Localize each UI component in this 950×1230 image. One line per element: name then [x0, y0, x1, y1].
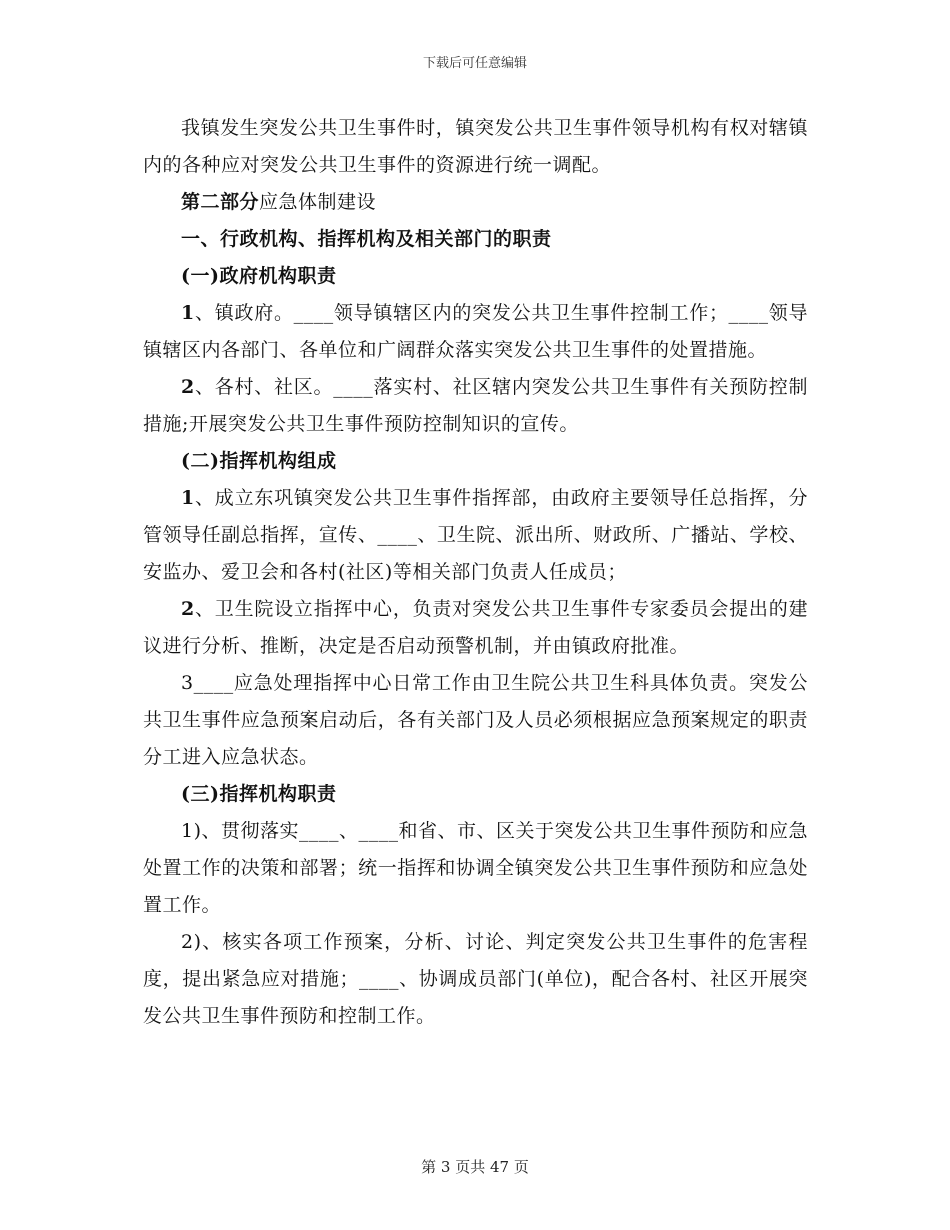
heading-command-duties: (三)指挥机构职责 [181, 783, 337, 805]
paragraph-daily-work: 3____应急处理指挥中心日常工作由卫生院公共卫生科具体负责。突发公共卫生事件应急预案启动后，各有关部门及人员必须根据应急预案规定的职责分工进入应急状态。 [143, 672, 808, 768]
item-text: 、各村、社区。____落实村、社区辖内突发公共卫生事件有关预防控制措施;开展突发公共卫生事件预防控制知识的宣传。 [143, 376, 808, 435]
heading-command-structure: (二)指挥机构组成 [181, 450, 337, 472]
item-number: 2 [181, 598, 195, 620]
paragraph-villages-communities [143, 369, 808, 443]
heading-government-duties: (一)政府机构职责 [181, 265, 337, 287]
part-two-label: 第二部分 [181, 191, 260, 213]
section-part-two [143, 184, 808, 221]
document-body [143, 110, 808, 1035]
paragraph-duty-2: 2)、核实各项工作预案，分析、讨论、判定突发公共卫生事件的危害程度，提出紧急应对措施；____、协调成员部门(单位)，配合各村、社区开展突发公共卫生事件预防和控制工作。 [143, 931, 808, 1027]
item-text: 、镇政府。____领导镇辖区内的突发公共卫生事件控制工作；____领导镇辖区内各部门、各单位和广阔群众落实突发公共卫生事件的处置措施。 [143, 302, 808, 361]
item-number: 1 [181, 487, 195, 509]
item-text: 、卫生院设立指挥中心，负责对突发公共卫生事件专家委员会提出的建议进行分析、推断，决定是否启动预警机制，并由镇政府批准。 [143, 598, 808, 657]
item-number: 2 [181, 376, 195, 398]
item-number: 1 [181, 302, 195, 324]
heading-responsibilities: 一、行政机构、指挥机构及相关部门的职责 [181, 228, 552, 250]
paragraph-command-center [143, 591, 808, 665]
part-two-title: 应急体制建设 [259, 191, 377, 213]
paragraph-town-government [143, 295, 808, 369]
item-text: 、成立东巩镇突发公共卫生事件指挥部，由政府主要领导任总指挥，分管领导任副总指挥，宣传、____、卫生院、派出所、财政所、广播站、学校、安监办、爱卫会和各村(社区)等相关部门负责人任成员； [143, 487, 808, 583]
paragraph-command-hq [143, 480, 808, 591]
paragraph-duty-1: 1)、贯彻落实____、____和省、市、区关于突发公共卫生事件预防和应急处置工作的决策和部署；统一指挥和协调全镇突发公共卫生事件预防和应急处置工作。 [143, 820, 809, 916]
page-number: 第 3 页共 47 页 [421, 1158, 529, 1176]
page-header: 下载后可任意编辑 [422, 56, 527, 71]
paragraph-resource-allocation: 我镇发生突发公共卫生事件时，镇突发公共卫生事件领导机构有权对辖镇内的各种应对突发公共卫生事件的资源进行统一调配。 [143, 117, 808, 176]
